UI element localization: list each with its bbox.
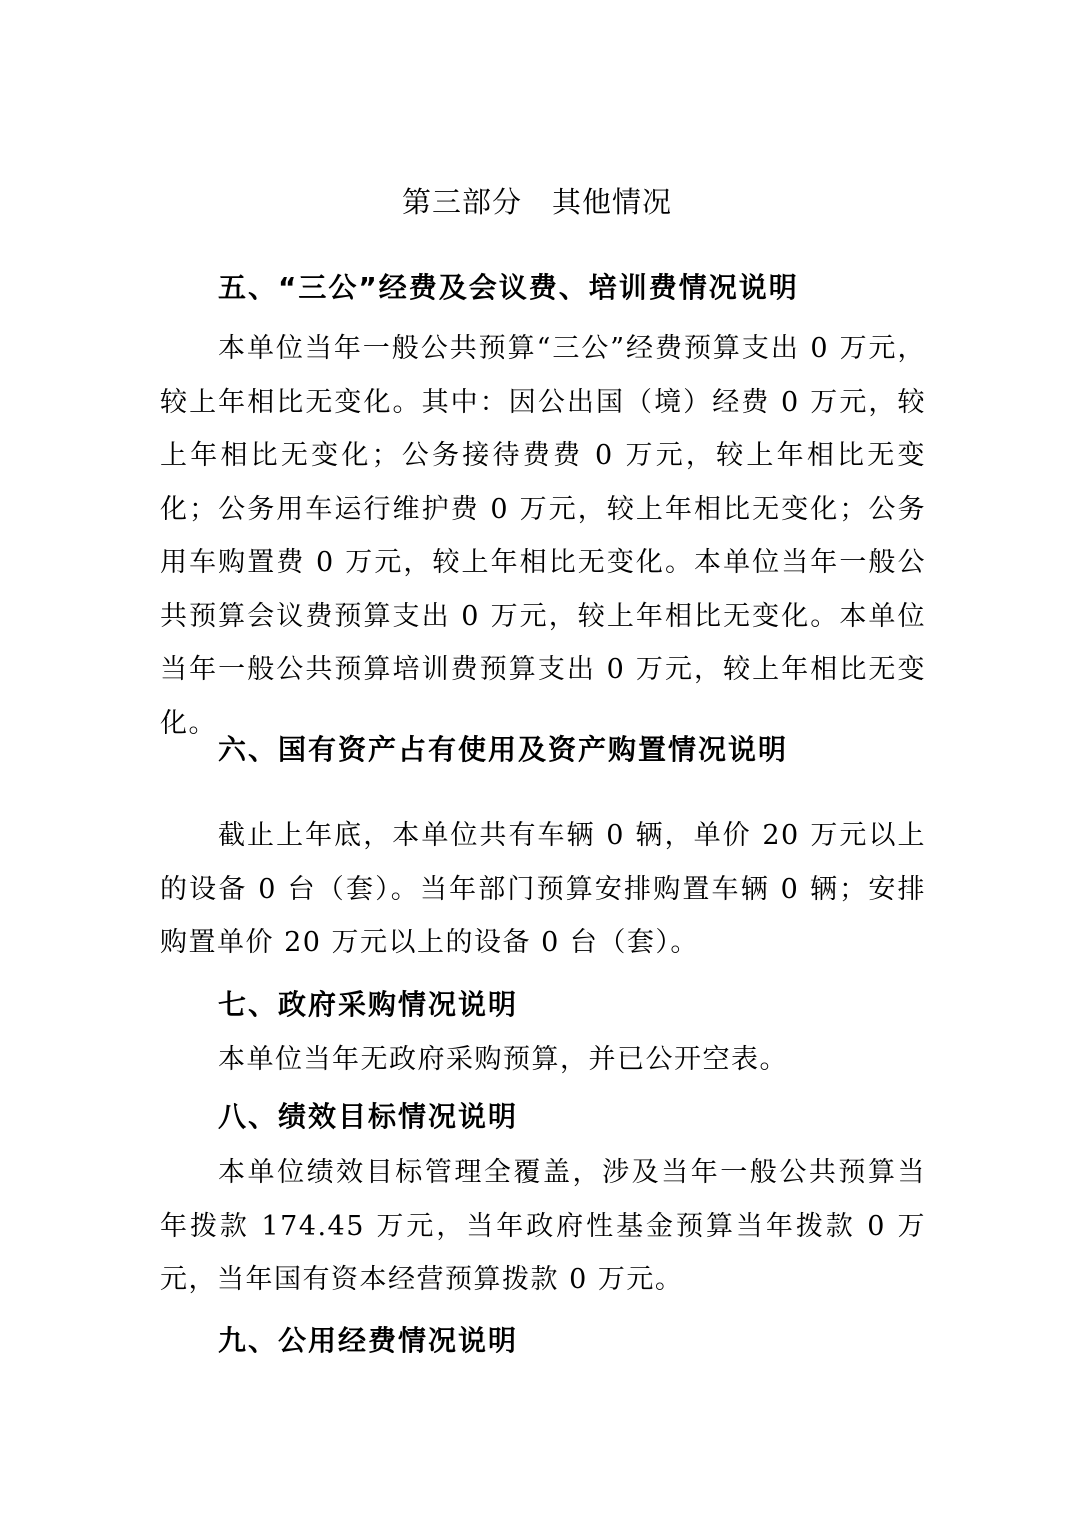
- section-body-six: 截止上年底，本单位共有车辆 0 辆，单价 20 万元以上的设备 0 台（套）。当年部门预算安排购置车辆 0 辆；安排购置单价 20 万元以上的设备 0 台（套）。: [160, 820, 926, 958]
- section-body-seven: 本单位当年无政府采购预算，并已公开空表。: [218, 1044, 788, 1075]
- section-heading-five: 五、“三公”经费及会议费、培训费情况说明: [218, 271, 799, 304]
- section-heading-seven: 七、政府采购情况说明: [218, 988, 519, 1021]
- section-heading-nine: 九、公用经费情况说明: [218, 1324, 519, 1357]
- part-title: 第三部分 其他情况: [401, 185, 672, 219]
- section-heading-six: 六、国有资产占有使用及资产购置情况说明: [218, 733, 789, 766]
- section-body-five: 本单位当年一般公共预算“三公”经费预算支出 0 万元，较上年相比无变化。其中：因公出国（境）经费 0 万元，较上年相比无变化；公务接待费费 0 万元，较上年相比无变化；公务用车运行维护费 0 万元，较上年相比无变化；公务用车购置费 0 万元，较上年相比无变化。本单位当年一般公共预算会议费预算支出 0 万元，较上年相比无变化。本单位当年一般公共预算培训费预算支出 0 万元，较上年相比无变化。: [160, 333, 926, 739]
- section-heading-eight: 八、绩效目标情况说明: [218, 1100, 519, 1133]
- section-body-eight: 本单位绩效目标管理全覆盖，涉及当年一般公共预算当年拨款 174.45 万元，当年政府性基金预算当年拨款 0 万元，当年国有资本经营预算拨款 0 万元。: [160, 1157, 926, 1295]
